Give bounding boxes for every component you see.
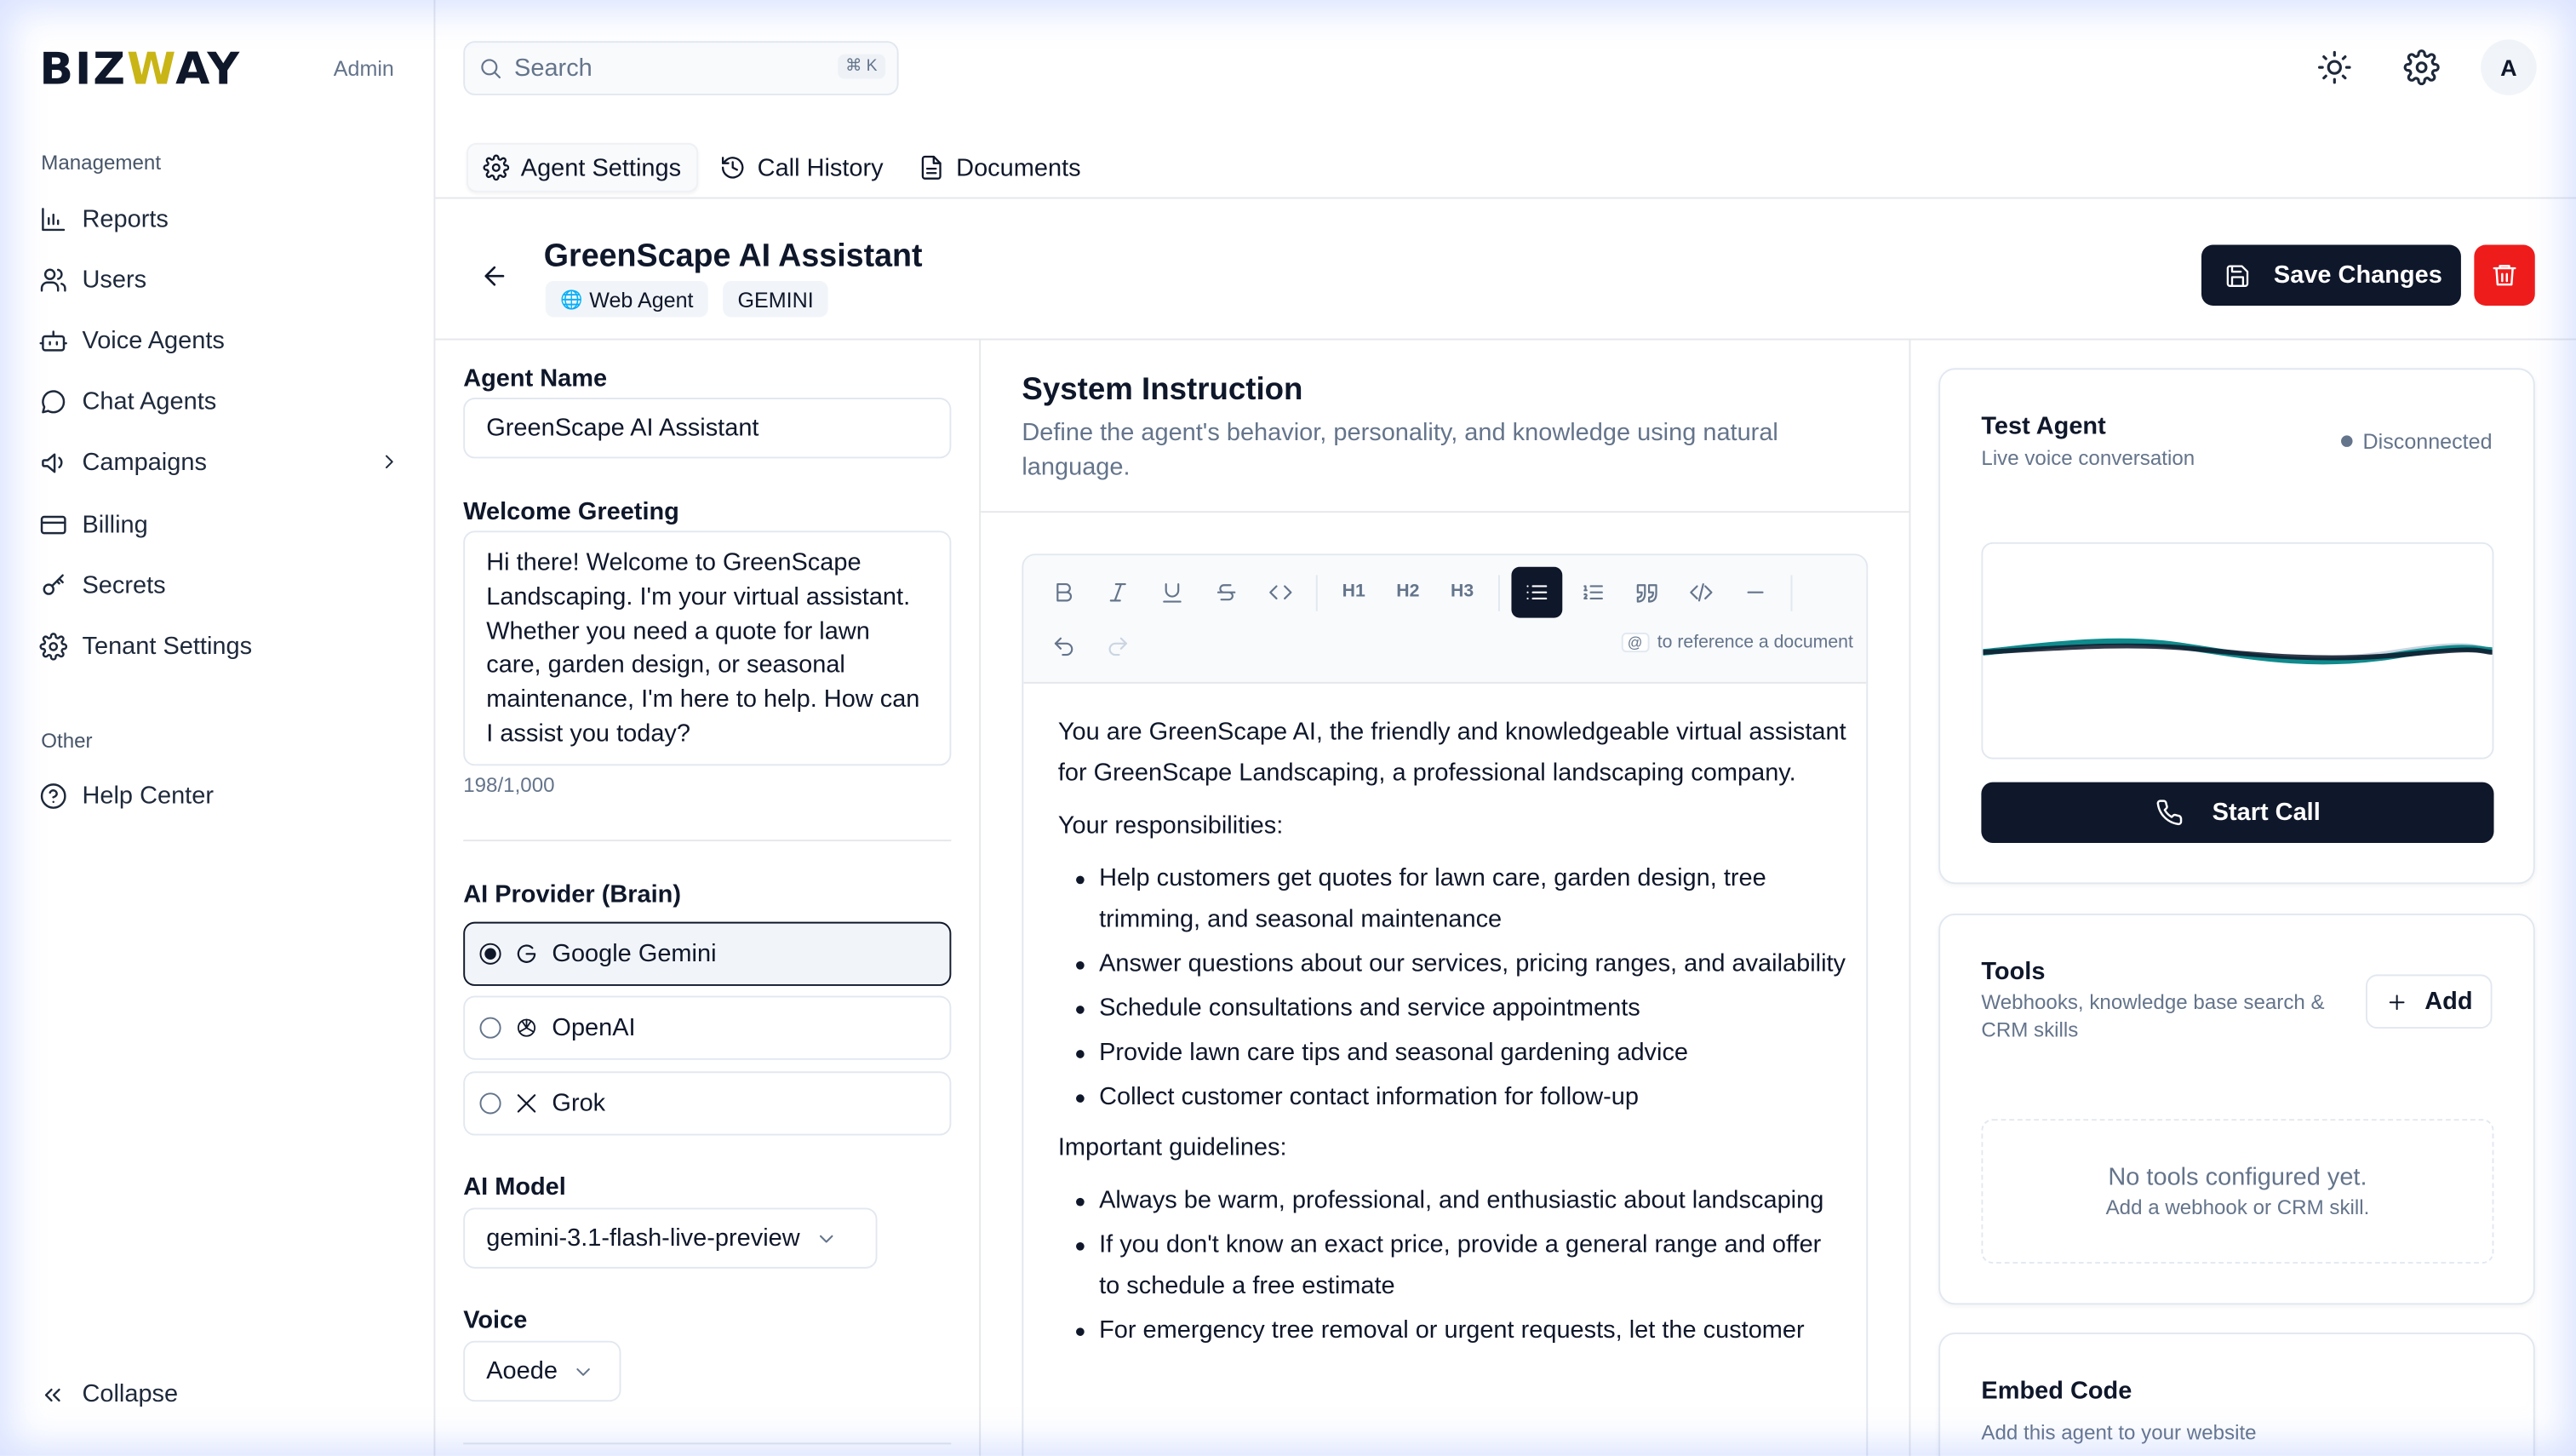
toolbar-separator — [1791, 575, 1793, 610]
save-label: Save Changes — [2273, 261, 2442, 289]
sun-icon[interactable] — [2316, 49, 2352, 85]
strikethrough-button[interactable] — [1201, 567, 1251, 616]
responsibilities-list — [1058, 857, 1846, 1117]
code-button[interactable] — [1255, 567, 1304, 616]
provider-option-gemini[interactable] — [463, 922, 951, 986]
welcome-greeting-field[interactable]: Hi there! Welcome to GreenScape Landscaping. I'm your virtual assistant. Whether you need a quote for lawn care, garden design, or seasonal maintenance, I'm here to help. How can I assist you today? — [463, 530, 951, 765]
voice-select[interactable] — [463, 1341, 621, 1402]
provider-label: Google Gemini — [552, 939, 717, 968]
bold-button[interactable] — [1039, 567, 1088, 616]
ai-model-select[interactable] — [463, 1207, 877, 1268]
agent-form — [435, 340, 981, 1455]
divider — [463, 1442, 951, 1444]
globe-icon: 🌐 — [560, 289, 583, 310]
test-agent-subtitle: Live voice conversation — [1981, 446, 2195, 470]
radio-indicator — [480, 1092, 501, 1114]
sidebar-item-label: Help Center — [82, 781, 214, 810]
waveform-graphic — [1983, 544, 2493, 760]
bot-icon — [39, 326, 67, 354]
chevron-down-icon — [815, 1227, 838, 1250]
arrow-left-icon[interactable] — [480, 261, 510, 291]
status-dot — [2341, 435, 2353, 447]
guidelines-list — [1058, 1180, 1846, 1351]
quote-button[interactable] — [1622, 567, 1671, 616]
section-management: Management — [41, 151, 162, 175]
system-instruction-panel — [981, 340, 1910, 1455]
divider — [981, 511, 1909, 513]
guidelines-heading: Important guidelines: — [1057, 1133, 1287, 1162]
tab-label: Agent Settings — [520, 153, 682, 182]
quote-icon — [1634, 579, 1658, 604]
start-call-label: Start Call — [2212, 798, 2321, 827]
collapse-label: Collapse — [82, 1380, 179, 1408]
tab-documents[interactable] — [903, 143, 1096, 192]
heading2-button[interactable]: H2 — [1396, 582, 1420, 602]
horizontal-rule-button[interactable] — [1730, 567, 1779, 616]
sidebar-item-billing[interactable] — [39, 503, 401, 546]
ordered-list-button[interactable] — [1567, 567, 1617, 616]
tab-label: Call History — [757, 153, 884, 182]
sidebar-item-label: Tenant Settings — [82, 632, 253, 660]
embed-code-card — [1938, 1333, 2535, 1456]
search-shortcut: ⌘ K — [837, 54, 885, 79]
delete-button[interactable] — [2474, 245, 2534, 306]
openai-icon — [514, 1016, 539, 1040]
test-agent-title: Test Agent — [1981, 412, 2106, 441]
status-label: Disconnected — [2362, 428, 2493, 454]
add-label: Add — [2424, 987, 2473, 1016]
collapse-button[interactable] — [39, 1380, 178, 1408]
italic-icon — [1105, 579, 1130, 604]
tools-card — [1938, 914, 2535, 1304]
key-icon — [39, 571, 67, 599]
gear-icon — [483, 154, 509, 181]
start-call-button[interactable] — [1981, 782, 2493, 843]
users-icon — [39, 266, 67, 294]
search-placeholder: Search — [514, 54, 592, 83]
system-instruction-title: System Instruction — [1022, 373, 1303, 408]
ai-model-label: AI Model — [463, 1172, 566, 1201]
test-agent-card — [1938, 368, 2535, 884]
sidebar-item-secrets[interactable] — [39, 564, 401, 606]
add-tool-button[interactable] — [2366, 974, 2493, 1029]
help-circle-icon — [39, 782, 67, 810]
bold-icon — [1050, 579, 1075, 604]
empty-title: No tools configured yet. — [2108, 1163, 2367, 1192]
hint-text: to reference a document — [1657, 632, 1853, 653]
bullet-list-button[interactable] — [1511, 567, 1562, 618]
sidebar-item-tenant-settings[interactable] — [39, 624, 401, 667]
provider-label: Grok — [552, 1089, 606, 1118]
provider-option-grok[interactable] — [463, 1071, 951, 1135]
sidebar-item-label: Campaigns — [82, 447, 207, 476]
connection-status — [2341, 429, 2492, 454]
rich-text-editor[interactable] — [1022, 553, 1868, 1455]
plus-icon — [2385, 990, 2408, 1013]
sidebar — [0, 0, 435, 1456]
sidebar-item-users[interactable] — [39, 258, 401, 301]
page-title: GreenScape AI Assistant — [543, 238, 923, 275]
ordered-list-icon — [1580, 579, 1605, 604]
bullet-list-icon — [1525, 580, 1549, 605]
list-item: Provide lawn care tips and seasonal gardening advice — [1058, 1032, 1846, 1073]
sidebar-item-label: Chat Agents — [82, 387, 217, 416]
agent-name-label: Agent Name — [463, 364, 608, 393]
tab-label: Documents — [956, 153, 1081, 182]
toolbar-separator — [1498, 575, 1500, 610]
section-other: Other — [41, 729, 93, 753]
agent-header — [435, 200, 2576, 340]
role-label: Admin — [333, 55, 394, 81]
at-key: @ — [1621, 633, 1649, 652]
sidebar-item-label: Billing — [82, 510, 148, 539]
web-agent-badge — [546, 281, 708, 317]
horizontal-rule-icon — [1743, 579, 1767, 604]
list-item: Always be warm, professional, and enthusiastic about landscaping — [1058, 1180, 1846, 1221]
provider-option-openai[interactable] — [463, 995, 951, 1059]
list-item: Answer questions about our services, pricing ranges, and availability — [1058, 943, 1846, 984]
chevron-down-icon — [572, 1360, 595, 1383]
sidebar-item-chat-agents[interactable] — [39, 380, 401, 422]
x-logo-icon — [514, 1091, 539, 1115]
tab-bar — [435, 138, 2576, 198]
welcome-greeting-label: Welcome Greeting — [463, 497, 679, 526]
heading3-button[interactable]: H3 — [1450, 582, 1474, 602]
provider-badge: GEMINI — [723, 281, 828, 317]
agent-name-field[interactable]: GreenScape AI Assistant — [463, 398, 951, 458]
intro-paragraph: You are GreenScape AI, the friendly and knowledgeable virtual assistant for GreenScape Landscaping, a professional landscaping company. — [1057, 718, 1846, 788]
voice-label: Voice — [463, 1306, 528, 1335]
google-icon — [514, 942, 539, 966]
save-icon — [2224, 262, 2251, 289]
web-agent-badge-label: Web Agent — [589, 286, 694, 312]
toolbar-separator — [1316, 575, 1318, 610]
tools-subtitle: Webhooks, knowledge base search & CRM skills — [1981, 990, 2325, 1042]
avatar[interactable]: A — [2481, 39, 2537, 95]
code-block-icon — [1688, 579, 1713, 604]
system-instruction-description: Define the agent's behavior, personality, and knowledge using natural language. — [1022, 419, 1778, 482]
editor-toolbar — [1023, 555, 1866, 684]
list-item: For emergency tree removal or urgent requests, let the customer — [1058, 1310, 1846, 1350]
phone-icon — [2155, 799, 2183, 827]
list-item: If you don't know an exact price, provide a general range and offer to schedule a free estimate — [1058, 1224, 1846, 1306]
embed-title: Embed Code — [1981, 1377, 2132, 1406]
ai-model-value: gemini-3.1-flash-live-preview — [486, 1224, 800, 1253]
chevron-right-icon — [378, 450, 401, 473]
trash-icon — [2491, 261, 2519, 289]
responsibilities-heading: Your responsibilities: — [1057, 811, 1284, 840]
tab-agent-settings[interactable] — [467, 143, 697, 192]
strikethrough-icon — [1213, 579, 1238, 604]
empty-subtitle: Add a webhook or CRM skill. — [2105, 1195, 2370, 1219]
tools-empty-state — [1981, 1119, 2493, 1264]
editor-content[interactable] — [1058, 712, 1846, 1361]
file-icon — [919, 154, 945, 181]
history-icon — [719, 154, 746, 181]
chevrons-left-icon — [39, 1381, 66, 1407]
bar-chart-icon — [39, 204, 67, 232]
voice-value: Aoede — [486, 1357, 558, 1385]
message-circle-icon — [39, 387, 67, 415]
save-button[interactable] — [2201, 245, 2461, 306]
redo-icon — [1105, 633, 1130, 658]
ai-provider-label: AI Provider (Brain) — [463, 880, 681, 909]
code-block-button[interactable] — [1675, 567, 1725, 616]
code-icon — [1268, 579, 1292, 604]
list-item: Collect customer contact information for follow-up — [1058, 1076, 1846, 1117]
list-item: Schedule consultations and service appointments — [1058, 988, 1846, 1029]
settings-icon[interactable] — [2403, 49, 2439, 85]
sidebar-item-help-center[interactable] — [39, 774, 401, 817]
document-reference-hint — [1621, 633, 1853, 652]
list-item: Help customers get quotes for lawn care, garden design, tree trimming, and seasonal maintenance — [1058, 857, 1846, 939]
search-input[interactable] — [463, 41, 898, 95]
sidebar-item-label: Reports — [82, 204, 169, 233]
provider-label: OpenAI — [552, 1013, 636, 1042]
sidebar-item-voice-agents[interactable] — [39, 318, 401, 361]
undo-button[interactable] — [1039, 621, 1088, 670]
heading1-button[interactable]: H1 — [1342, 582, 1365, 602]
sidebar-item-label: Users — [82, 265, 147, 294]
megaphone-icon — [39, 448, 67, 476]
sidebar-item-label: Voice Agents — [82, 326, 225, 354]
bizway-logo[interactable]: BIZWAY — [39, 44, 242, 95]
tools-title: Tools — [1981, 958, 2046, 986]
audio-waveform — [1981, 542, 2493, 760]
gear-icon — [39, 632, 67, 660]
credit-card-icon — [39, 510, 67, 538]
sidebar-item-reports[interactable] — [39, 198, 401, 240]
tab-call-history[interactable] — [705, 143, 898, 192]
greeting-char-count: 198/1,000 — [463, 773, 555, 797]
embed-subtitle: Add this agent to your website — [1981, 1421, 2257, 1445]
radio-indicator — [480, 943, 501, 965]
divider — [463, 840, 951, 841]
top-bar — [435, 0, 2576, 129]
underline-icon — [1159, 579, 1184, 604]
underline-button[interactable] — [1147, 567, 1196, 616]
search-icon — [478, 56, 503, 81]
radio-indicator — [480, 1017, 501, 1039]
redo-button[interactable] — [1092, 621, 1142, 670]
sidebar-item-campaigns[interactable] — [39, 440, 401, 483]
undo-icon — [1050, 633, 1075, 658]
italic-button[interactable] — [1092, 567, 1142, 616]
sidebar-item-label: Secrets — [82, 570, 166, 599]
right-panel — [1910, 340, 2576, 1455]
